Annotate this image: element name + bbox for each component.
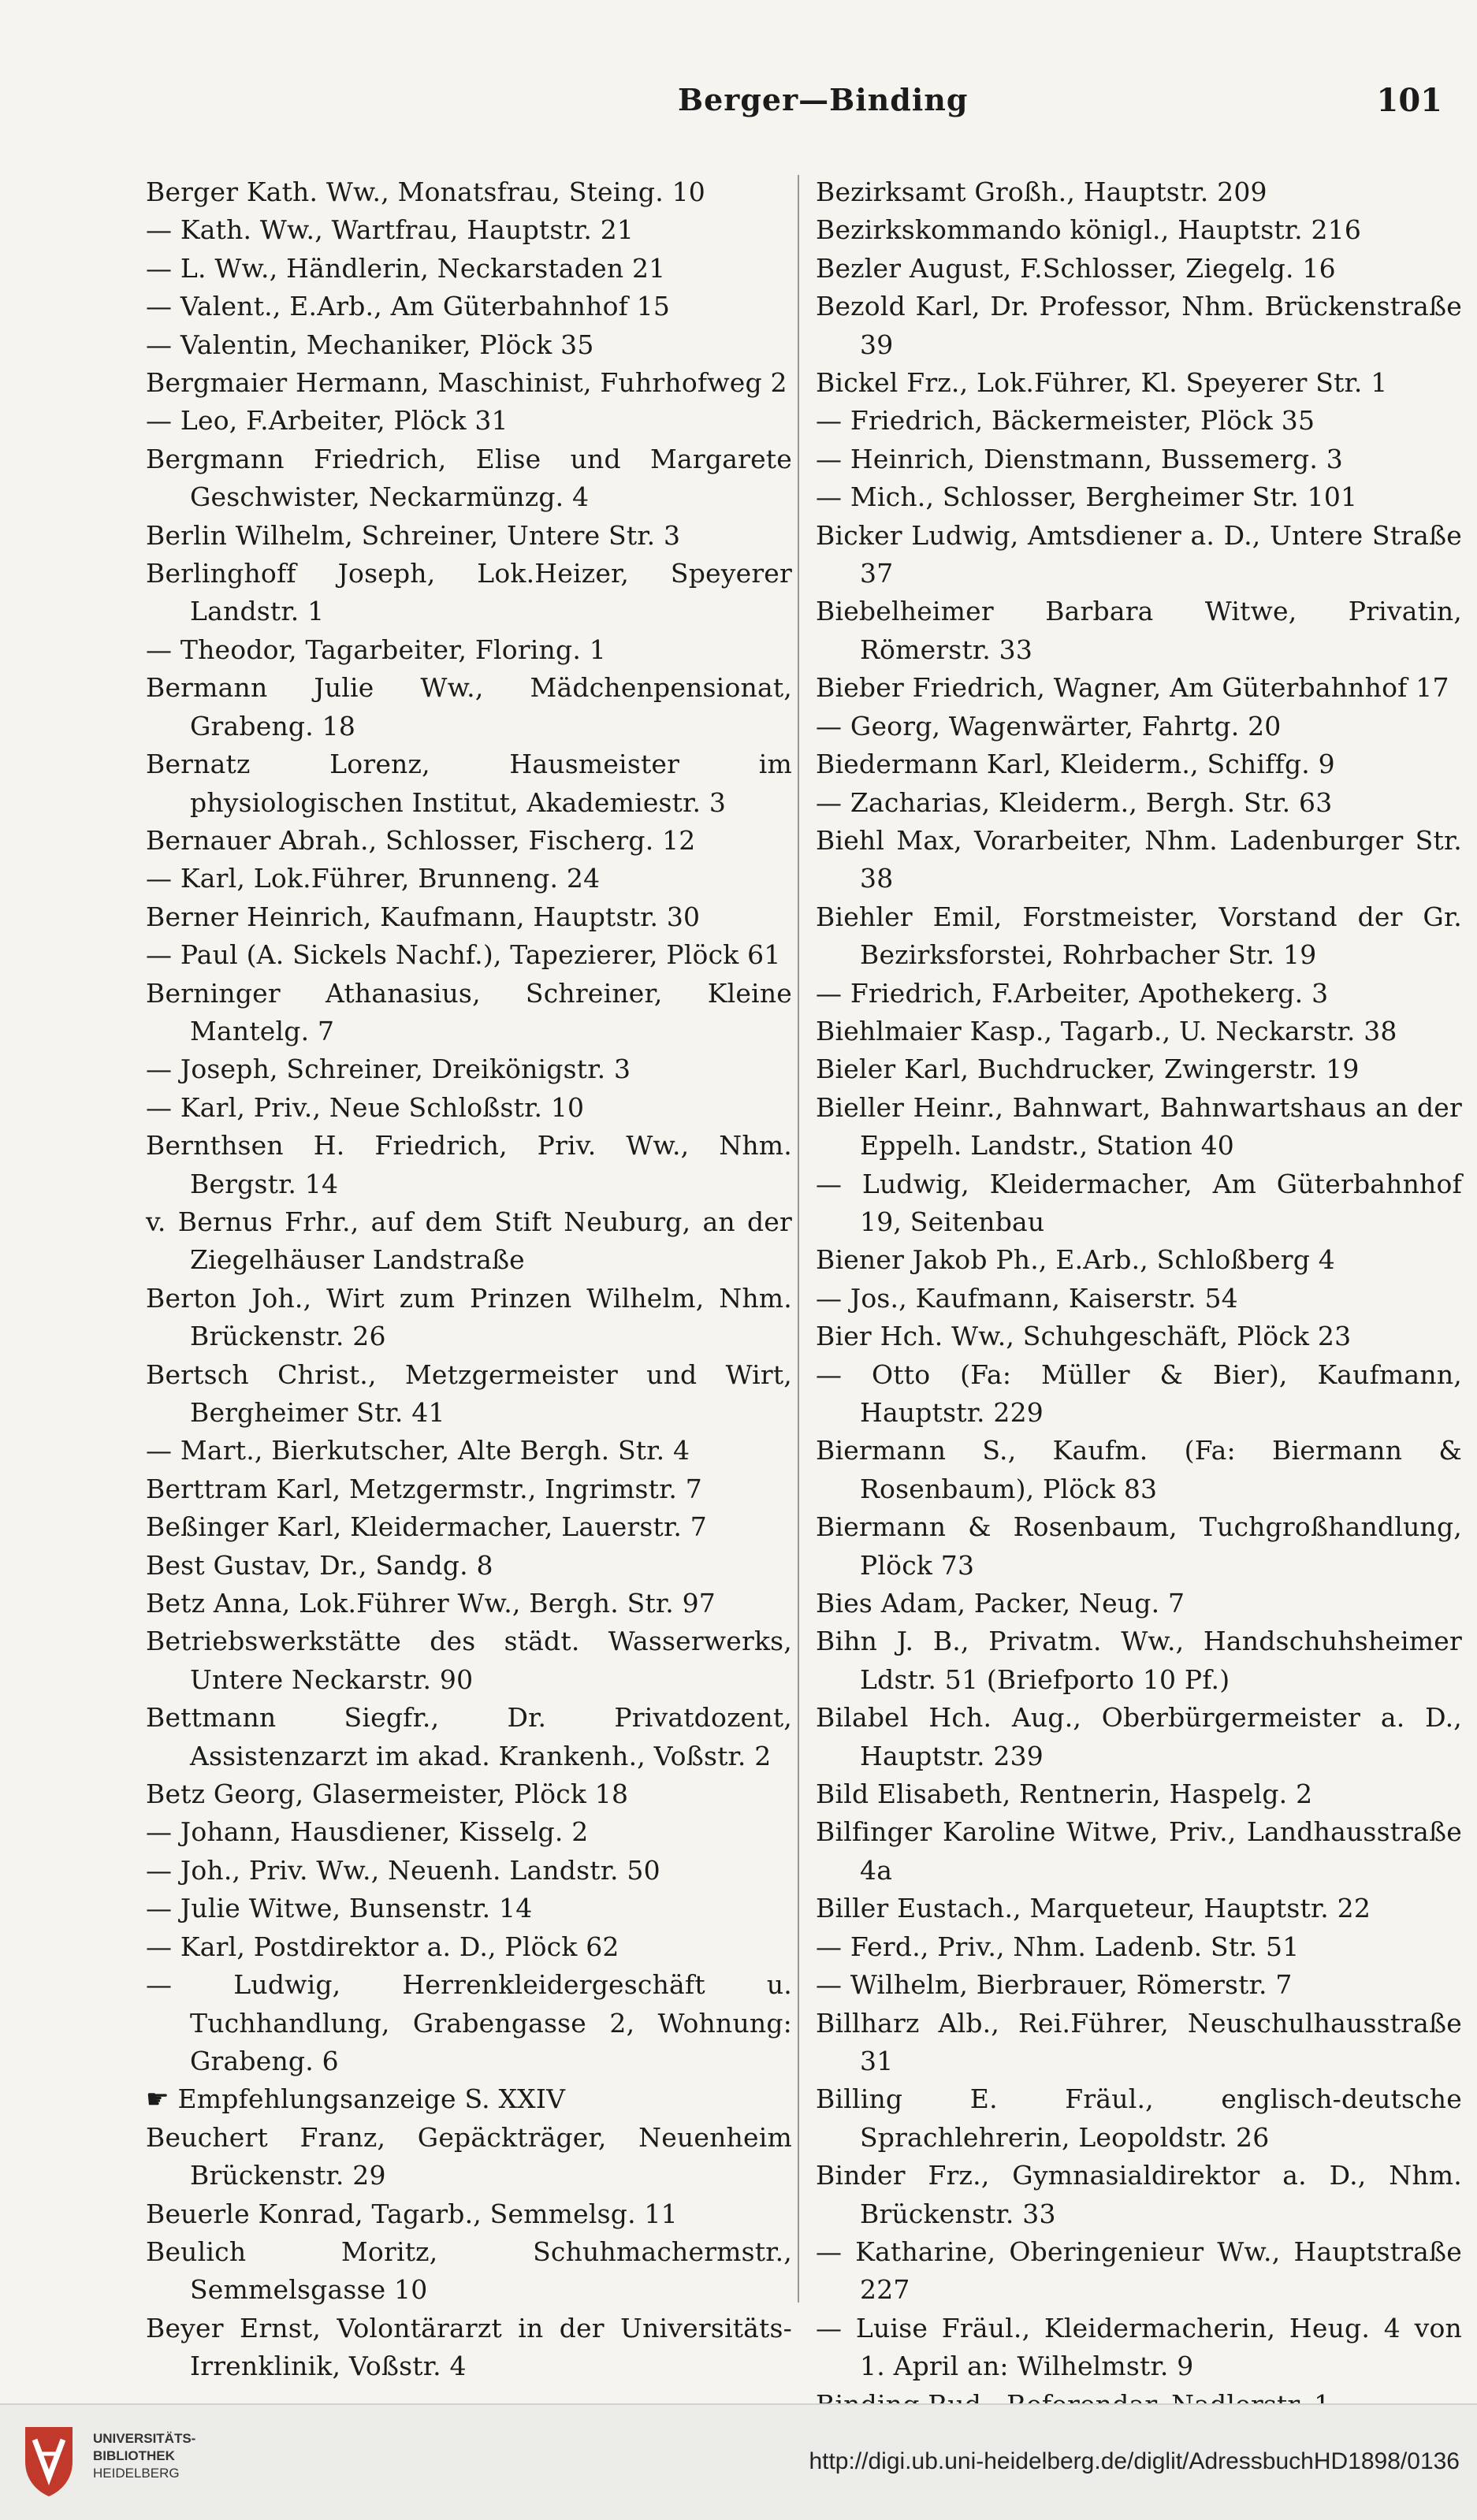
- directory-entry: v. Bernus Frhr., auf dem Stift Neuburg, an der Ziegelhäuser Landstraße: [146, 1206, 792, 1276]
- running-title: Berger—Binding: [678, 82, 969, 117]
- directory-entry: Bickel Frz., Lok.Führer, Kl. Speyerer Str. 1: [816, 367, 1388, 399]
- directory-entry: — Karl, Lok.Führer, Brunneng. 24: [146, 863, 601, 894]
- directory-entry: — Leo, F.Arbeiter, Plöck 31: [146, 405, 508, 437]
- directory-entry: — Joh., Priv. Ww., Neuenh. Landstr. 50: [146, 1854, 660, 1886]
- directory-entry: — Mich., Schlosser, Bergheimer Str. 101: [816, 481, 1358, 513]
- directory-entry: Biedermann Karl, Kleiderm., Schiffg. 9: [816, 749, 1335, 780]
- directory-entry: Beuchert Franz, Gepäckträger, Neuenheim Brückenstr. 29: [146, 2121, 792, 2191]
- directory-entry: Billing E. Fräul., englisch-deutsche Sprachlehrerin, Leopoldstr. 26: [816, 2083, 1462, 2153]
- directory-entry: — Mart., Bierkutscher, Alte Bergh. Str. 4: [146, 1435, 690, 1466]
- directory-entry: Beulich Moritz, Schuhmachermstr., Semmelsgasse 10: [146, 2236, 792, 2306]
- directory-entry: Bier Hch. Ww., Schuhgeschäft, Plöck 23: [816, 1321, 1352, 1352]
- directory-entry: Berlinghoff Joseph, Lok.Heizer, Speyerer Landstr. 1: [146, 558, 792, 627]
- footer-bar: [0, 2403, 1477, 2520]
- library-logo-text: [93, 2430, 195, 2482]
- directory-entry: Bezirkskommando königl., Hauptstr. 216: [816, 214, 1362, 246]
- directory-entry: Berlin Wilhelm, Schreiner, Untere Str. 3: [146, 519, 681, 551]
- directory-entry: Berttram Karl, Metzgermstr., Ingrimstr. 7: [146, 1473, 703, 1504]
- directory-entry: — Karl, Postdirektor a. D., Plöck 62: [146, 1931, 619, 1962]
- directory-entry: Berton Joh., Wirt zum Prinzen Wilhelm, Nhm. Brückenstr. 26: [146, 1282, 792, 1352]
- directory-entry: Bild Elisabeth, Rentnerin, Haspelg. 2: [816, 1778, 1313, 1810]
- directory-entry: — Valentin, Mechaniker, Plöck 35: [146, 329, 594, 360]
- right-column: [816, 173, 1462, 2424]
- directory-entry: Biermann S., Kaufm. (Fa: Biermann & Rosenbaum), Plöck 83: [816, 1435, 1462, 1504]
- directory-entry: Beuerle Konrad, Tagarb., Semmelsg. 11: [146, 2198, 678, 2229]
- directory-entry: Bernthsen H. Friedrich, Priv. Ww., Nhm. Bergstr. 14: [146, 1130, 792, 1199]
- logo-line-1: UNIVERSITÄTS-: [93, 2431, 196, 2446]
- directory-entry: — Friedrich, Bäckermeister, Plöck 35: [816, 405, 1315, 437]
- directory-entry: Bies Adam, Packer, Neug. 7: [816, 1588, 1185, 1619]
- directory-entry: Bieler Karl, Buchdrucker, Zwingerstr. 19: [816, 1054, 1360, 1085]
- directory-entry: — Ludwig, Herrenkleidergeschäft u. Tuchhandlung, Grabengasse 2, Wohnung: Grabeng. 6: [146, 1969, 792, 2076]
- directory-entry: Bergmann Friedrich, Elise und Margarete Geschwister, Neckarmünzg. 4: [146, 443, 792, 513]
- directory-entry: — Kath. Ww., Wartfrau, Hauptstr. 21: [146, 214, 634, 246]
- directory-entry: — Joseph, Schreiner, Dreikönigstr. 3: [146, 1054, 631, 1085]
- directory-entry: Biehl Max, Vorarbeiter, Nhm. Ladenburger Str. 38: [816, 824, 1462, 894]
- logo-line-3: HEIDELBERG: [93, 2466, 180, 2481]
- directory-entry: Billharz Alb., Rei.Führer, Neuschulhausstraße 31: [816, 2007, 1462, 2076]
- directory-entry: — Paul (A. Sickels Nachf.), Tapezierer, Plöck 61: [146, 939, 781, 971]
- directory-entry: Biller Eustach., Marqueteur, Hauptstr. 22: [816, 1893, 1371, 1924]
- directory-entry: Betz Georg, Glasermeister, Plöck 18: [146, 1778, 629, 1810]
- directory-entry: Bicker Ludwig, Amtsdiener a. D., Untere Straße 37: [816, 519, 1462, 589]
- directory-entry: — Karl, Priv., Neue Schloßstr. 10: [146, 1091, 585, 1123]
- directory-entry: — Theodor, Tagarbeiter, Floring. 1: [146, 634, 606, 665]
- directory-entry: Bezold Karl, Dr. Professor, Nhm. Brückenstraße 39: [816, 291, 1462, 360]
- directory-entry: — Luise Fräul., Kleidermacherin, Heug. 4 von 1. April an: Wilhelmstr. 9: [816, 2312, 1462, 2382]
- directory-entry: — Friedrich, F.Arbeiter, Apothekerg. 3: [816, 977, 1329, 1009]
- directory-entry: — Ferd., Priv., Nhm. Ladenb. Str. 51: [816, 1931, 1300, 1962]
- directory-entry: Bernauer Abrah., Schlosser, Fischerg. 12: [146, 824, 696, 856]
- directory-entry: Betz Anna, Lok.Führer Ww., Bergh. Str. 97: [146, 1588, 716, 1619]
- directory-entry: Bieber Friedrich, Wagner, Am Güterbahnhof 17: [816, 672, 1449, 704]
- directory-entry: Bergmaier Hermann, Maschinist, Fuhrhofweg 2: [146, 367, 787, 399]
- directory-entry: — Ludwig, Kleidermacher, Am Güterbahnhof 19, Seitenbau: [816, 1168, 1462, 1237]
- left-column: [146, 173, 792, 2386]
- university-seal-icon: [16, 2422, 82, 2498]
- directory-entry: Berger Kath. Ww., Monatsfrau, Steing. 10: [146, 177, 705, 207]
- directory-entry: Bilabel Hch. Aug., Oberbürgermeister a. D., Hauptstr. 239: [816, 1702, 1462, 1771]
- directory-entry: Betriebswerkstätte des städt. Wasserwerks, Untere Neckarstr. 90: [146, 1626, 792, 1695]
- directory-entry: Bieller Heinr., Bahnwart, Bahnwartshaus an der Eppelh. Landstr., Station 40: [816, 1091, 1462, 1162]
- directory-entry: Bezler August, F.Schlosser, Ziegelg. 16: [816, 252, 1336, 284]
- directory-entry: Bermann Julie Ww., Mädchenpensionat, Grabeng. 18: [146, 672, 792, 742]
- directory-entry: Biehler Emil, Forstmeister, Vorstand der Gr. Bezirksforstei, Rohrbacher Str. 19: [816, 901, 1462, 971]
- directory-entry: — Heinrich, Dienstmann, Bussemerg. 3: [816, 443, 1343, 474]
- page-header: [158, 82, 1442, 129]
- directory-entry: — Johann, Hausdiener, Kisselg. 2: [146, 1816, 589, 1848]
- directory-entry: ☛ Empfehlungsanzeige S. XXIV: [146, 2083, 566, 2115]
- logo-line-2: BIBLIOTHEK: [93, 2448, 175, 2463]
- directory-entry: Bettmann Siegfr., Dr. Privatdozent, Assistenzarzt im akad. Krankenh., Voßstr. 2: [146, 1702, 792, 1771]
- source-url[interactable]: http://digi.ub.uni-heidelberg.de/diglit/AdressbuchHD1898/0136: [809, 2448, 1460, 2474]
- directory-entry: — L. Ww., Händlerin, Neckarstaden 21: [146, 252, 666, 284]
- directory-entry: Bilfinger Karoline Witwe, Priv., Landhausstraße 4a: [816, 1816, 1462, 1886]
- directory-entry: — Valent., E.Arb., Am Güterbahnhof 15: [146, 291, 671, 322]
- directory-entry: Biermann & Rosenbaum, Tuchgroßhandlung, Plöck 73: [816, 1511, 1462, 1581]
- directory-entry: Bihn J. B., Privatm. Ww., Handschuhsheimer Ldstr. 51 (Briefporto 10 Pf.): [816, 1626, 1462, 1695]
- directory-entry: — Jos., Kaufmann, Kaiserstr. 54: [816, 1282, 1238, 1314]
- directory-entry: Bertsch Christ., Metzgermeister und Wirt, Bergheimer Str. 41: [146, 1358, 792, 1428]
- directory-entry: — Otto (Fa: Müller & Bier), Kaufmann, Hauptstr. 229: [816, 1358, 1462, 1428]
- directory-entry: Beyer Ernst, Volontärarzt in der Universitäts-Irrenklinik, Voßstr. 4: [146, 2312, 792, 2382]
- directory-entry: — Georg, Wagenwärter, Fahrtg. 20: [816, 710, 1282, 742]
- directory-entry: Bezirksamt Großh., Hauptstr. 209: [816, 177, 1267, 207]
- page-number: 101: [1376, 82, 1442, 119]
- column-divider: [798, 175, 799, 2303]
- directory-entry: Berninger Athanasius, Schreiner, Kleine Mantelg. 7: [146, 977, 792, 1046]
- directory-entry: — Julie Witwe, Bunsenstr. 14: [146, 1893, 533, 1924]
- directory-entry: — Wilhelm, Bierbrauer, Römerstr. 7: [816, 1969, 1293, 2001]
- directory-entry: — Zacharias, Kleiderm., Bergh. Str. 63: [816, 786, 1333, 818]
- directory-entry: Best Gustav, Dr., Sandg. 8: [146, 1549, 493, 1581]
- directory-entry: Bernatz Lorenz, Hausmeister im physiologischen Institut, Akademiestr. 3: [146, 749, 792, 818]
- directory-entry: Biebelheimer Barbara Witwe, Privatin, Römerstr. 33: [816, 596, 1462, 665]
- directory-entry: Biehlmaier Kasp., Tagarb., U. Neckarstr. 38: [816, 1015, 1397, 1046]
- directory-entry: Biener Jakob Ph., E.Arb., Schloßberg 4: [816, 1244, 1335, 1276]
- directory-entry: — Katharine, Oberingenieur Ww., Hauptstraße 227: [816, 2236, 1462, 2306]
- directory-entry: Binder Frz., Gymnasialdirektor a. D., Nhm. Brückenstr. 33: [816, 2160, 1462, 2229]
- directory-entry: Berner Heinrich, Kaufmann, Hauptstr. 30: [146, 901, 701, 932]
- directory-entry: Beßinger Karl, Kleidermacher, Lauerstr. 7: [146, 1511, 707, 1543]
